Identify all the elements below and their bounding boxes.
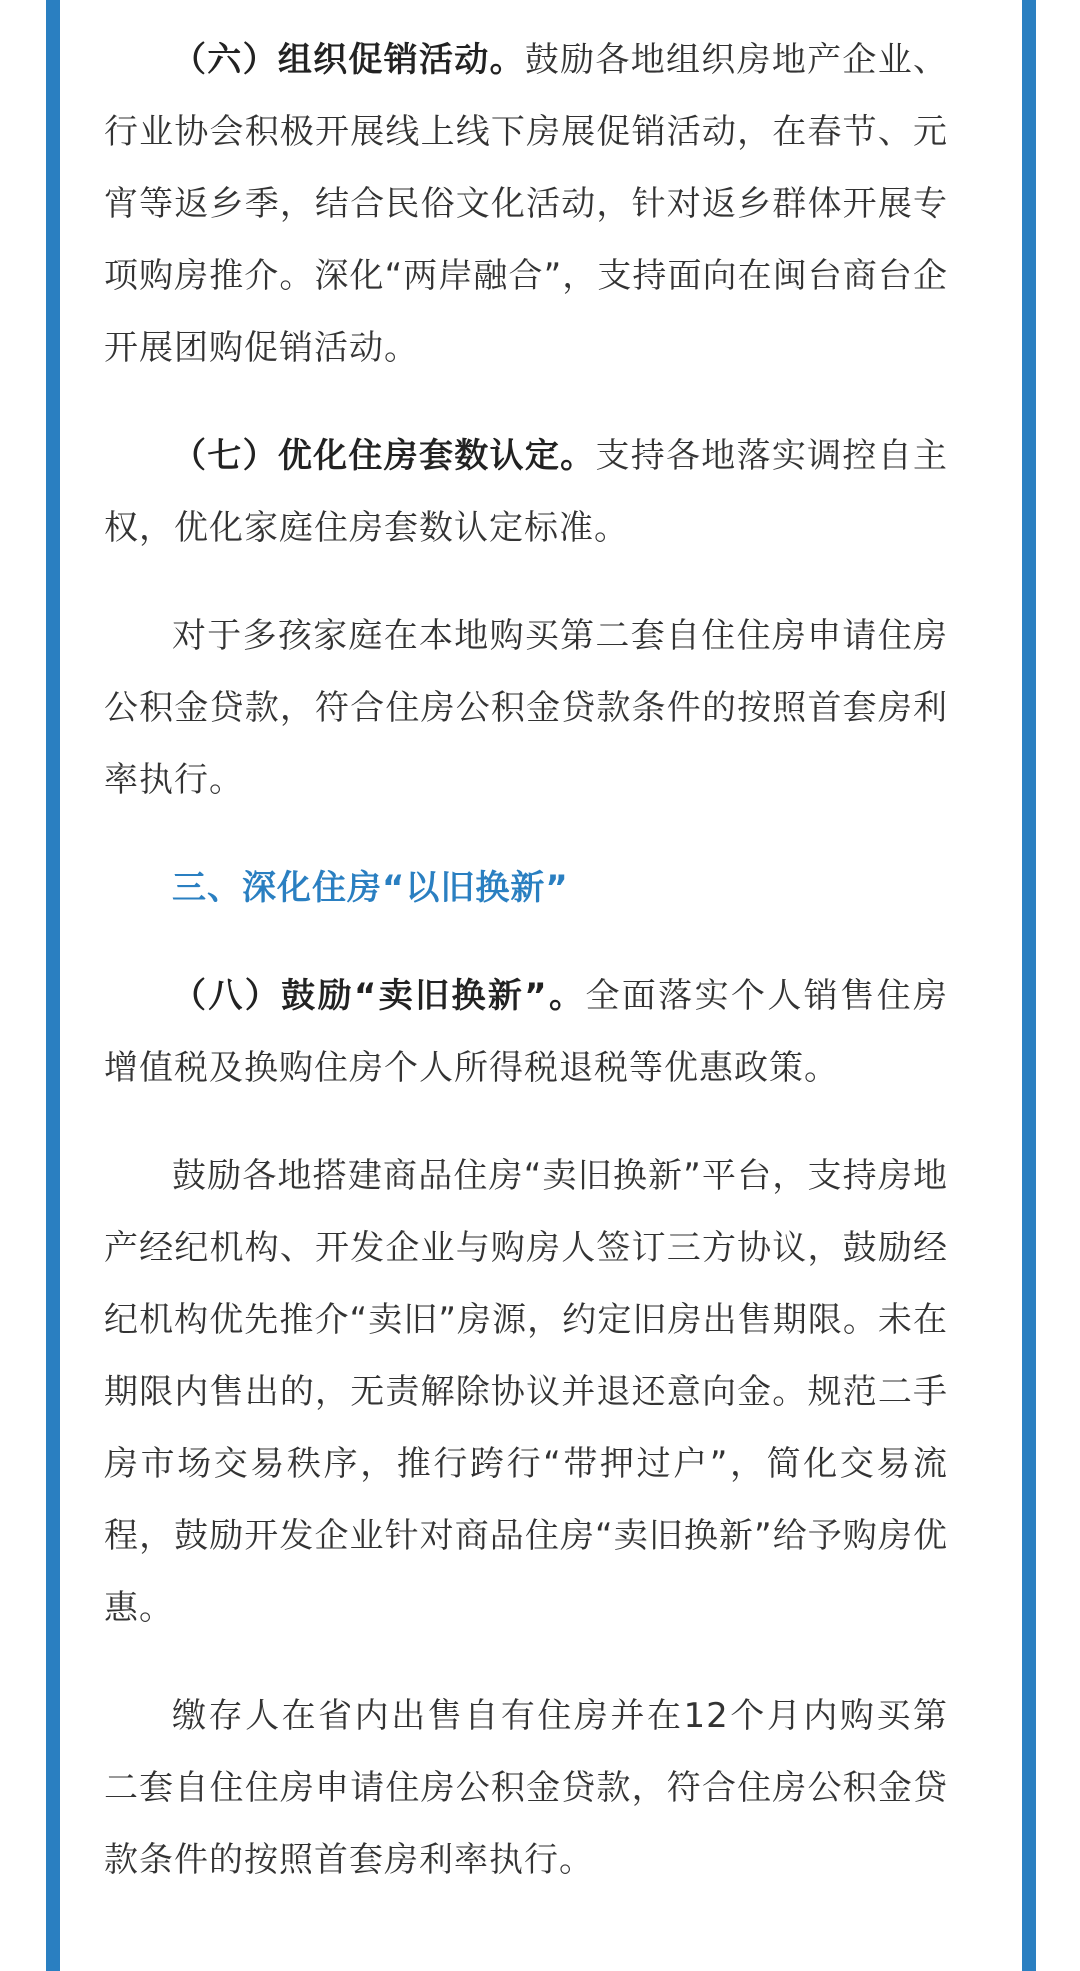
section-heading: 三、深化住房“以旧换新” (172, 868, 569, 908)
article-body (104, 24, 948, 1932)
paragraph-text: 鼓励各地搭建商品住房“卖旧换新”平台，支持房地产经纪机构、开发企业与购房人签订三方协议，鼓励经纪机构优先推介“卖旧”房源，约定旧房出售期限。未在期限内售出的，无责解除协议并退还意向金。规范二手房市场交易秩序，推行跨行“带押过户”，简化交易流程，鼓励开发企业针对商品住房“卖旧换新”给予购房优惠。 (104, 1156, 948, 1628)
paragraph-text: 缴存人在省内出售自有住房并在12个月内购买第二套自住住房申请住房公积金贷款，符合住房公积金贷款条件的按照首套房利率执行。 (104, 1696, 948, 1880)
paragraph-8 (104, 960, 948, 1104)
paragraph-provident-fund (104, 1680, 948, 1896)
paragraph-lead: （七）优化住房套数认定。 (172, 436, 596, 476)
paragraph-trade-in-platform (104, 1140, 948, 1644)
paragraph-text: 支持各地落实调控自主权，优化家庭住房套数认定标准。 (104, 436, 949, 548)
paragraph-multi-child (104, 600, 948, 816)
paragraph-text: 全面落实个人销售住房增值税及换购住房个人所得税退税等优惠政策。 (104, 976, 948, 1088)
paragraph-text: 对于多孩家庭在本地购买第二套自住住房申请住房公积金贷款，符合住房公积金贷款条件的按照首套房利率执行。 (104, 616, 948, 800)
left-frame-bar (46, 0, 60, 1971)
paragraph-text: 鼓励各地组织房地产企业、行业协会积极开展线上线下房展促销活动，在春节、元宵等返乡季，结合民俗文化活动，针对返乡群体开展专项购房推介。深化“两岸融合”，支持面向在闽台商台企开展团购促销活动。 (104, 40, 949, 368)
paragraph-6 (104, 24, 948, 384)
right-frame-bar (1022, 0, 1036, 1971)
paragraph-7 (104, 420, 948, 564)
paragraph-lead: （八）鼓励“卖旧换新”。 (172, 976, 586, 1016)
paragraph-lead: （六）组织促销活动。 (172, 40, 525, 80)
